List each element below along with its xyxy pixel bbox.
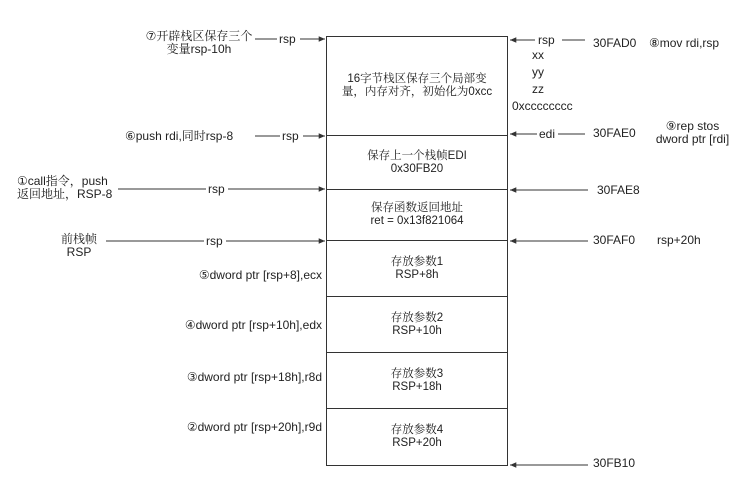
cell-text: 保存函数返回地址	[371, 202, 463, 214]
step1-label	[17, 175, 112, 201]
prev-arrow-label: rsp	[206, 234, 223, 248]
step6-label: ⑥push rdi,同时rsp-8	[125, 129, 234, 143]
addr-30fad0: 30FAD0	[593, 36, 637, 50]
cell-text: 0x30FB20	[390, 162, 444, 175]
stack-cell-locals	[326, 36, 508, 136]
var-yy: yy	[532, 65, 544, 79]
cell-text: 存放参数3	[390, 367, 444, 380]
step1-line1: ①call指令，push	[17, 174, 108, 188]
cell-text: RSP+20h	[392, 437, 442, 449]
prev-line1: 前栈帧	[60, 232, 97, 246]
rsp20-label: rsp+20h	[657, 233, 701, 247]
stack-cell-return-address	[326, 190, 508, 241]
step3-label: ③dword ptr [rsp+18h],r8d	[186, 370, 322, 384]
stack-cell-param2	[326, 297, 508, 353]
addr-30fb10: 30FB10	[593, 456, 636, 470]
prev-frame-label	[52, 233, 106, 259]
addr-30fae8: 30FAE8	[597, 183, 640, 197]
cell-text: 16字节栈区保存三个局部变	[347, 73, 487, 85]
fill-value: 0xcccccccc	[512, 99, 573, 113]
cell-text: RSP+18h	[392, 380, 442, 393]
step7-line2: 变量rsp-10h	[166, 42, 232, 56]
addr-30faf0: 30FAF0	[593, 233, 636, 247]
prev-line2: RSP	[66, 245, 92, 259]
step2-label: ②dword ptr [rsp+20h],r9d	[186, 420, 322, 434]
step6-arrow-label: rsp	[282, 129, 299, 143]
step1-line2: 返回地址，RSP-8	[17, 187, 113, 201]
cell-text: 量，内存对齐，初始化为0xcc	[341, 86, 493, 98]
var-zz: zz	[532, 82, 544, 96]
step9-line2: dword ptr [rdi]	[655, 132, 730, 146]
rsp-right-label: rsp	[538, 33, 555, 47]
edi-right-label: edi	[539, 127, 556, 141]
stack-cell-param4	[326, 409, 508, 466]
step1-arrow-label: rsp	[208, 182, 225, 196]
cell-text: 存放参数4	[390, 424, 444, 436]
step5-label: ⑤dword ptr [rsp+8],ecx	[198, 268, 322, 282]
cell-text: 存放参数2	[390, 311, 444, 324]
step4-label: ④dword ptr [rsp+10h],edx	[184, 318, 322, 332]
var-xx: xx	[532, 48, 544, 62]
cell-text: RSP+10h	[392, 324, 442, 337]
stack-cell-param1	[326, 241, 508, 297]
cell-text: RSP+8h	[395, 268, 439, 281]
step7-line1: ⑦开辟栈区保存三个	[145, 29, 253, 43]
stack-cell-param3	[326, 353, 508, 409]
cell-text: 存放参数1	[390, 255, 444, 268]
cell-text: 保存上一个栈帧EDI	[367, 149, 467, 162]
stack-cell-saved-edi	[326, 136, 508, 190]
step8-label: ⑧mov rdi,rsp	[649, 36, 720, 50]
step9-label	[645, 120, 740, 146]
step9-line1: ⑨rep stos	[665, 119, 720, 133]
cell-text: ret = 0x13f821064	[370, 215, 464, 227]
step7-label	[140, 30, 258, 56]
addr-30fae0: 30FAE0	[593, 126, 636, 140]
step7-arrow-label: rsp	[279, 32, 296, 46]
